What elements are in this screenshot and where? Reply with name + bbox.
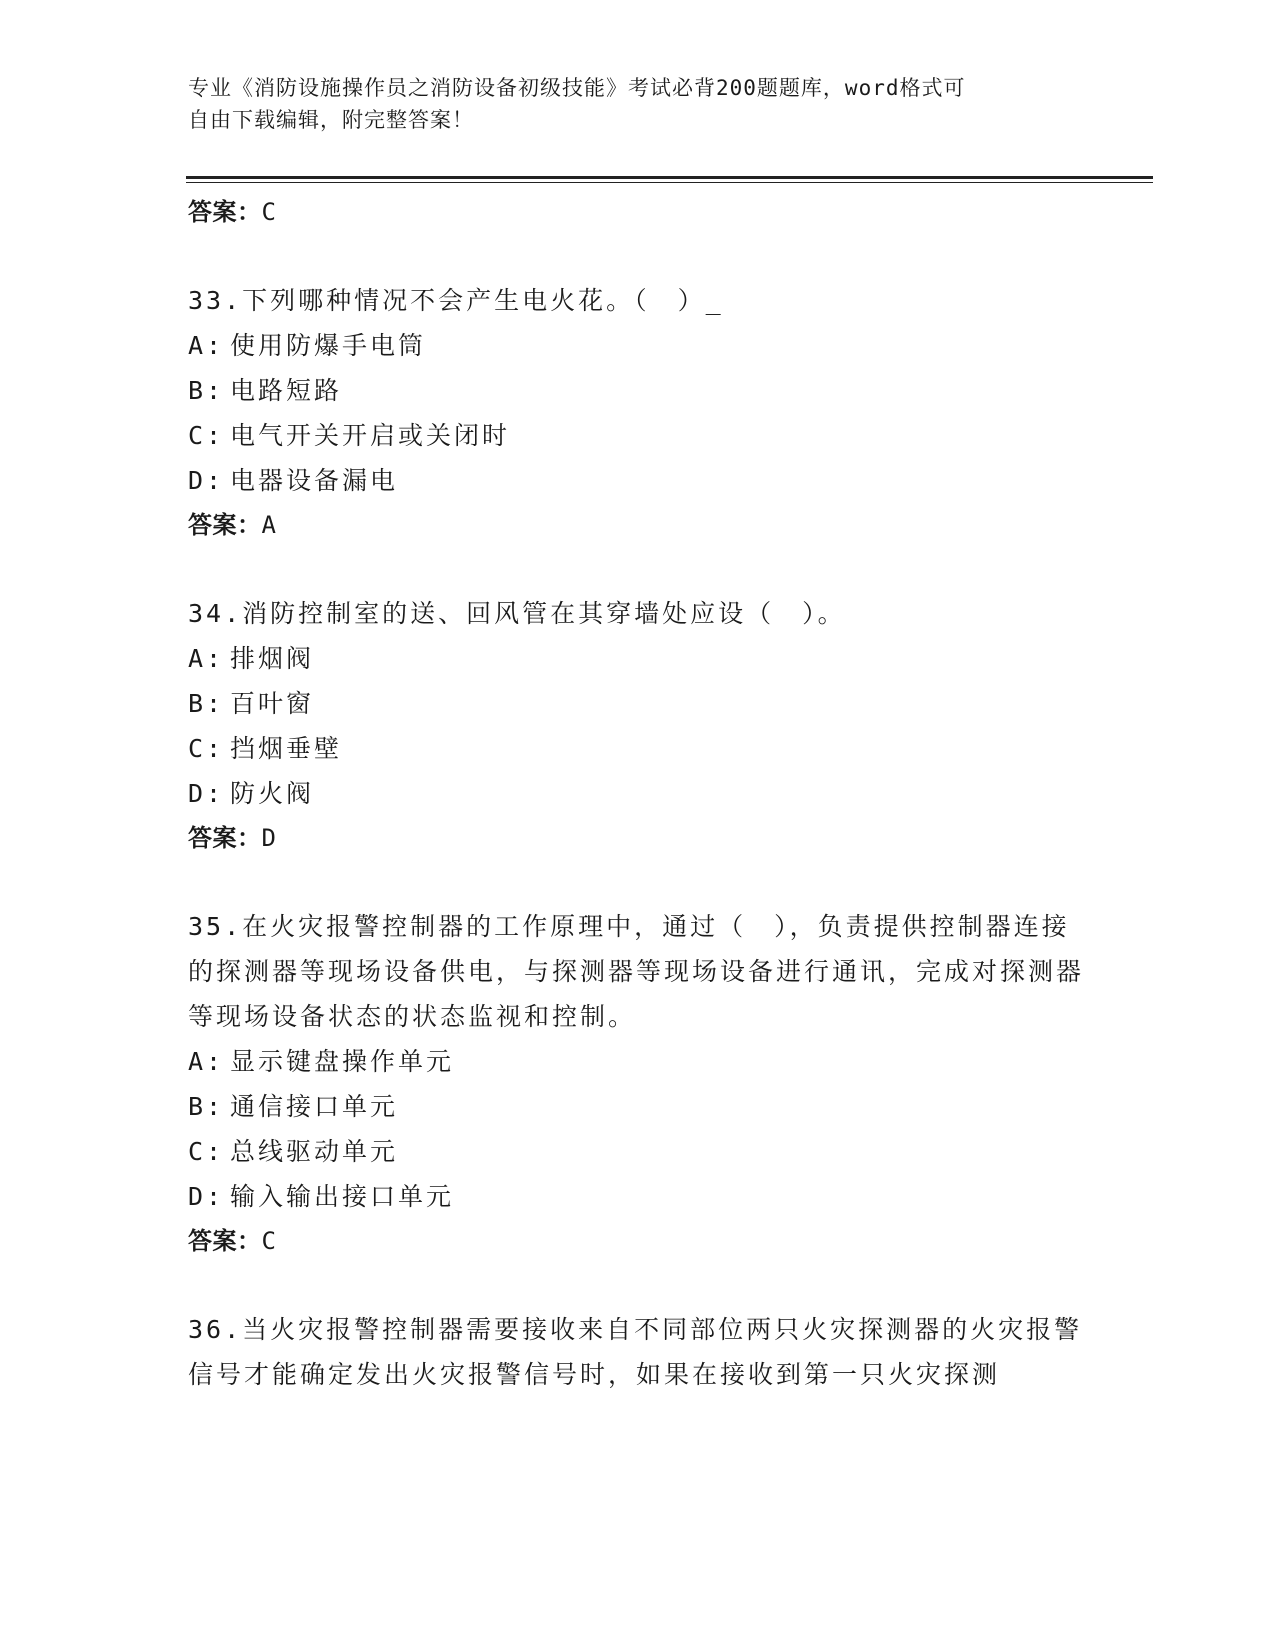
question-item: [188, 591, 1088, 860]
option-text: 显示键盘操作单元: [230, 1047, 455, 1076]
option-text: 电路短路: [230, 376, 343, 405]
question-list: [188, 190, 1088, 1397]
answer-label: 答案：: [188, 1227, 262, 1255]
answer-value: C: [261, 198, 277, 226]
document-header: [188, 72, 1068, 136]
option-letter: A:: [188, 1047, 225, 1076]
answer-label: 答案：: [188, 824, 262, 852]
option-letter: A:: [188, 331, 225, 360]
option-a: [188, 636, 1088, 681]
option-d: [188, 458, 1088, 503]
option-letter: B:: [188, 689, 225, 718]
answer-value: C: [261, 1227, 277, 1255]
option-text: 使用防爆手电筒: [230, 331, 427, 360]
answer-line: [188, 1219, 1088, 1263]
option-text: 挡烟垂壁: [230, 734, 343, 763]
answer-value: D: [261, 824, 277, 852]
option-text: 防火阀: [230, 779, 315, 808]
question-stem: 33.下列哪种情况不会产生电火花。（ ）_: [188, 286, 724, 315]
option-letter: D:: [188, 779, 225, 808]
option-b: [188, 1084, 1088, 1129]
header-divider-thin: [186, 182, 1153, 183]
answer-label: 答案：: [188, 198, 262, 226]
option-text: 输入输出接口单元: [230, 1182, 455, 1211]
answer-line: [188, 816, 1088, 860]
question-item: [188, 904, 1088, 1263]
option-letter: D:: [188, 1182, 225, 1211]
option-text: 百叶窗: [230, 689, 315, 718]
question-stem: 34.消防控制室的送、回风管在其穿墙处应设（ ）。: [188, 599, 846, 628]
option-c: [188, 1129, 1088, 1174]
option-a: [188, 323, 1088, 368]
option-letter: A:: [188, 644, 225, 673]
question-item: [188, 1307, 1088, 1397]
option-letter: C:: [188, 734, 225, 763]
header-divider-thick: [186, 176, 1153, 179]
question-item: [188, 278, 1088, 547]
option-letter: C:: [188, 1137, 225, 1166]
header-line-1: 专业《消防设施操作员之消防设备初级技能》考试必背200题题库，word格式可: [188, 76, 966, 100]
option-c: [188, 726, 1088, 771]
answer-label: 答案：: [188, 511, 262, 539]
answer-line: [188, 190, 1088, 234]
option-letter: B:: [188, 376, 225, 405]
option-text: 电气开关开启或关闭时: [230, 421, 511, 450]
option-d: [188, 771, 1088, 816]
option-text: 总线驱动单元: [230, 1137, 399, 1166]
option-a: [188, 1039, 1088, 1084]
option-text: 排烟阀: [230, 644, 315, 673]
option-text: 电器设备漏电: [230, 466, 399, 495]
header-line-2: 自由下载编辑，附完整答案！: [188, 108, 474, 132]
answer-line: [188, 503, 1088, 547]
option-c: [188, 413, 1088, 458]
option-text: 通信接口单元: [230, 1092, 399, 1121]
question-stem: 35.在火灾报警控制器的工作原理中，通过（ ），负责提供控制器连接的探测器等现场设备供电，与探测器等现场设备进行通讯，完成对探测器等现场设备状态的状态监视和控制。: [188, 912, 1085, 1031]
option-d: [188, 1174, 1088, 1219]
option-letter: B:: [188, 1092, 225, 1121]
answer-value: A: [261, 511, 277, 539]
question-stem: 36.当火灾报警控制器需要接收来自不同部位两只火灾探测器的火灾报警信号才能确定发出火灾报警信号时，如果在接收到第一只火灾探测: [188, 1315, 1083, 1389]
option-b: [188, 681, 1088, 726]
option-letter: C:: [188, 421, 225, 450]
option-letter: D:: [188, 466, 225, 495]
option-b: [188, 368, 1088, 413]
